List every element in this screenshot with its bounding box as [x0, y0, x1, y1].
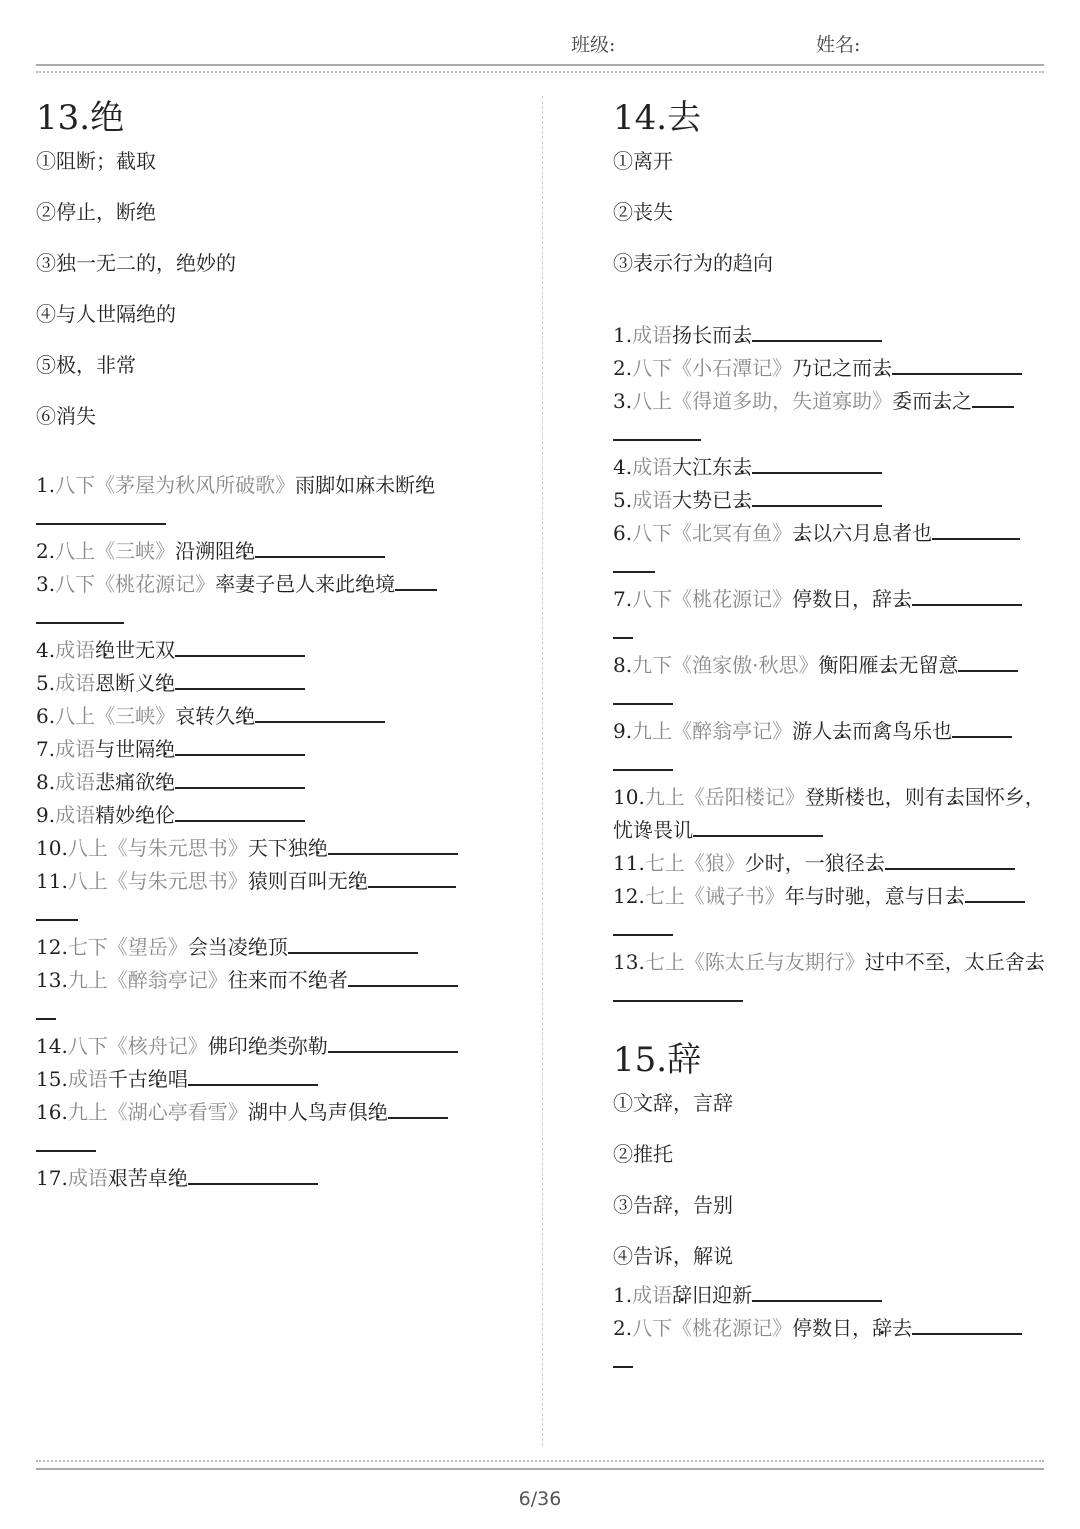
answer-blank[interactable] [36, 899, 78, 921]
source-label: 八下《桃花源记》 [55, 572, 216, 596]
answer-blank[interactable] [613, 1346, 633, 1368]
name-label: 姓名: [816, 34, 861, 56]
source-label: 九上《醉翁亭记》 [632, 719, 793, 743]
answer-blank[interactable] [885, 848, 1015, 870]
example-item: 9.成语精妙绝 •伦 [36, 799, 484, 832]
source-label: 成语 [55, 737, 96, 761]
example-item: 2.八上《三峡》沿溯阻绝 • [36, 535, 484, 568]
answer-blank[interactable] [613, 980, 743, 1002]
key-char: 去 • [945, 785, 965, 809]
source-label: 八下《核舟记》 [67, 1034, 208, 1058]
example-item: 14.八下《核舟记》佛印绝 •类弥勒 [36, 1030, 484, 1063]
definition: ②推托 [613, 1142, 673, 1166]
answer-blank[interactable] [613, 419, 701, 441]
example-item: 7.成语与世隔绝 • [36, 733, 484, 766]
source-label: 七上《诫子书》 [644, 884, 785, 908]
example-item: 1.成语辞 •旧迎新 [613, 1279, 1058, 1312]
example-item: 10.八上《与朱元思书》天下独绝 • [36, 832, 484, 865]
source-label: 八上《三峡》 [55, 539, 176, 563]
key-char: 去 • [832, 719, 852, 743]
source-label: 成语 [632, 1283, 673, 1307]
answer-blank[interactable] [36, 602, 124, 624]
source-label: 成语 [632, 323, 673, 347]
source-label: 八上《与朱元思书》 [67, 836, 248, 860]
key-char: 绝 • [248, 1034, 268, 1058]
answer-blank[interactable] [752, 1280, 882, 1302]
definition: ⑥消失 [36, 404, 96, 428]
answer-blank[interactable] [328, 833, 458, 855]
answer-blank[interactable] [972, 386, 1014, 408]
answer-blank[interactable] [912, 1313, 1022, 1335]
source-label: 九上《湖心亭看雪》 [67, 1100, 248, 1124]
answer-blank[interactable] [613, 617, 633, 639]
key-char: 绝 • [348, 869, 368, 893]
definition: ②停止，断绝 [36, 200, 156, 224]
key-char: 绝 • [135, 803, 155, 827]
answer-blank[interactable] [175, 800, 305, 822]
key-char: 绝 • [148, 1067, 168, 1091]
answer-blank[interactable] [613, 749, 673, 771]
key-char: 辞 • [872, 1316, 892, 1340]
key-char: 去 • [732, 455, 752, 479]
answer-blank[interactable] [255, 701, 385, 723]
key-char: 绝 • [95, 638, 115, 662]
key-char: 绝 • [308, 968, 328, 992]
answer-blank[interactable] [368, 866, 456, 888]
key-char: 绝 • [308, 836, 328, 860]
example-item: 5.成语大势已去 • [613, 484, 1058, 517]
key-char: 去 • [792, 521, 812, 545]
example-item: 12.七上《诫子书》年与时驰，意与日去 • [613, 880, 1058, 913]
answer-blank[interactable] [175, 734, 305, 756]
footer-rule [36, 1468, 1044, 1470]
header [0, 30, 1080, 58]
example-item: 10.九上《岳阳楼记》登斯楼也，则有去 •国怀乡，忧谗畏讥 [613, 781, 1058, 847]
definition: ③表示行为的趋向 [613, 251, 773, 275]
source-label: 九上《醉翁亭记》 [67, 968, 228, 992]
answer-blank[interactable] [255, 536, 385, 558]
source-label: 九下《渔家傲·秋思》 [632, 653, 819, 677]
key-char: 辞 • [672, 1283, 692, 1307]
example-item: 6.八下《北冥有鱼》去 •以六月息者也 [613, 517, 1058, 550]
answer-blank[interactable] [188, 1064, 318, 1086]
answer-blank[interactable] [752, 485, 882, 507]
key-char: 去 • [732, 323, 752, 347]
example-item: 3.八下《桃花源记》率妻子邑人来此绝 •境 [36, 568, 484, 601]
answer-blank[interactable] [395, 569, 437, 591]
answer-blank[interactable] [613, 683, 673, 705]
answer-blank[interactable] [952, 716, 1012, 738]
source-label: 八下《茅屋为秋风所破歌》 [55, 473, 296, 497]
key-char: 绝 • [155, 770, 175, 794]
key-char: 去 • [892, 587, 912, 611]
example-item: 11.七上《狼》少时，一狼径去 • [613, 847, 1058, 880]
example-item: 13.九上《醉翁亭记》往来而不绝 •者 [36, 964, 484, 997]
example-item: 9.九上《醉翁亭记》游人去 •而禽鸟乐也 [613, 715, 1058, 748]
example-item: 11.八上《与朱元思书》猿则百叫无绝 • [36, 865, 484, 898]
answer-blank[interactable] [188, 1163, 318, 1185]
source-label: 成语 [55, 671, 96, 695]
key-char: 绝 • [235, 539, 255, 563]
example-item: 8.成语悲痛欲绝 • [36, 766, 484, 799]
example-item: 6.八上《三峡》哀转久绝 • [36, 700, 484, 733]
left-column [36, 96, 484, 1195]
definition: ③独一无二的，绝妙的 [36, 251, 236, 275]
answer-blank[interactable] [613, 914, 673, 936]
key-char: 去 • [865, 851, 885, 875]
source-label: 七上《狼》 [644, 851, 745, 875]
section-title-15: 15.辞 [613, 1040, 702, 1080]
answer-blank[interactable] [912, 584, 1022, 606]
key-char: 绝 • [168, 1166, 188, 1190]
example-item: 8.九下《渔家傲·秋思》衡阳雁去 •无留意 [613, 649, 1058, 682]
section-title-14: 14.去 [613, 98, 702, 138]
definition: ④告诉，解说 [613, 1244, 733, 1268]
column-divider [542, 96, 543, 1446]
example-item: 2.八下《桃花源记》停数日，辞 •去 [613, 1312, 1058, 1345]
class-label: 班级: [571, 34, 616, 56]
example-item: 2.八下《小石潭记》乃记之而去 • [613, 352, 1058, 385]
definition: ①离开 [613, 149, 673, 173]
key-char: 去 • [872, 356, 892, 380]
source-label: 成语 [55, 770, 96, 794]
answer-blank[interactable] [388, 1097, 448, 1119]
page-number: 6/36 [518, 1488, 562, 1510]
definition: ②丧失 [613, 200, 673, 224]
source-label: 七上《陈太丘与友期行》 [644, 950, 865, 974]
example-item: 1.八下《茅屋为秋风所破歌》雨脚如麻未断绝 • [36, 469, 484, 502]
key-char: 绝 • [368, 1100, 388, 1124]
definition: ①阻断；截取 [36, 149, 156, 173]
source-label: 成语 [632, 455, 673, 479]
answer-blank[interactable] [693, 815, 823, 837]
key-char: 去 • [878, 653, 898, 677]
answer-blank[interactable] [932, 518, 1020, 540]
source-label: 成语 [632, 488, 673, 512]
answer-blank[interactable] [752, 452, 882, 474]
source-label: 成语 [67, 1166, 108, 1190]
example-item: 12.七下《望岳》会当凌绝 •顶 [36, 931, 484, 964]
example-item: 15.成语千古绝 •唱 [36, 1063, 484, 1096]
answer-blank[interactable] [328, 1031, 458, 1053]
definition: ⑤极，非常 [36, 353, 136, 377]
example-item: 17.成语艰苦卓绝 • [36, 1162, 484, 1195]
example-item: 13.七上《陈太丘与友期行》过中不至，太丘舍去 • [613, 946, 1058, 1012]
key-char: 去 • [945, 884, 965, 908]
example-item: 4.成语绝 •世无双 [36, 634, 484, 667]
source-label: 八下《小石潭记》 [632, 356, 793, 380]
source-label: 七下《望岳》 [67, 935, 188, 959]
answer-blank[interactable] [36, 1130, 96, 1152]
definition: ④与人世隔绝的 [36, 302, 176, 326]
answer-blank[interactable] [175, 767, 305, 789]
answer-blank[interactable] [175, 635, 305, 657]
key-char: 去 • [1025, 950, 1045, 974]
answer-blank[interactable] [288, 932, 418, 954]
source-label: 八下《桃花源记》 [632, 1316, 793, 1340]
answer-blank[interactable] [175, 668, 305, 690]
header-rule-dotted [36, 71, 1044, 73]
source-label: 八上《与朱元思书》 [67, 869, 248, 893]
example-item: 3.八上《得道多助，失道寡助》委而去 •之 [613, 385, 1058, 418]
answer-blank[interactable] [36, 503, 166, 525]
key-char: 绝 • [415, 473, 435, 497]
source-label: 成语 [55, 803, 96, 827]
source-label: 九上《岳阳楼记》 [644, 785, 805, 809]
key-char: 去 • [732, 488, 752, 512]
section-title-13: 13.绝 [36, 98, 125, 138]
key-char: 绝 • [355, 572, 375, 596]
answer-blank[interactable] [892, 353, 1022, 375]
answer-blank[interactable] [613, 551, 655, 573]
source-label: 八上《三峡》 [55, 704, 176, 728]
example-item: 7.八下《桃花源记》停数日，辞去 • [613, 583, 1058, 616]
key-char: 去 • [932, 389, 952, 413]
definition: ③告辞，告别 [613, 1193, 733, 1217]
answer-blank[interactable] [348, 965, 458, 987]
source-label: 八上《得道多助，失道寡助》 [632, 389, 893, 413]
example-item: 4.成语大江东去 • [613, 451, 1058, 484]
key-char: 绝 • [155, 737, 175, 761]
source-label: 八下《北冥有鱼》 [632, 521, 793, 545]
key-char: 绝 • [155, 671, 175, 695]
key-char: 绝 • [235, 704, 255, 728]
key-char: 绝 • [248, 935, 268, 959]
right-column [613, 96, 1058, 1378]
definition: ①文辞，言辞 [613, 1091, 733, 1115]
header-rule [36, 64, 1044, 66]
example-item: 5.成语恩断义绝 • [36, 667, 484, 700]
example-item: 1.成语扬长而去 • [613, 319, 1058, 352]
answer-blank[interactable] [752, 320, 882, 342]
answer-blank[interactable] [36, 998, 56, 1020]
source-label: 成语 [55, 638, 96, 662]
answer-blank[interactable] [965, 881, 1025, 903]
source-label: 成语 [67, 1067, 108, 1091]
source-label: 八下《桃花源记》 [632, 587, 793, 611]
example-item: 16.九上《湖心亭看雪》湖中人鸟声俱绝 • [36, 1096, 484, 1129]
answer-blank[interactable] [958, 650, 1018, 672]
footer-rule-dotted [36, 1460, 1044, 1462]
